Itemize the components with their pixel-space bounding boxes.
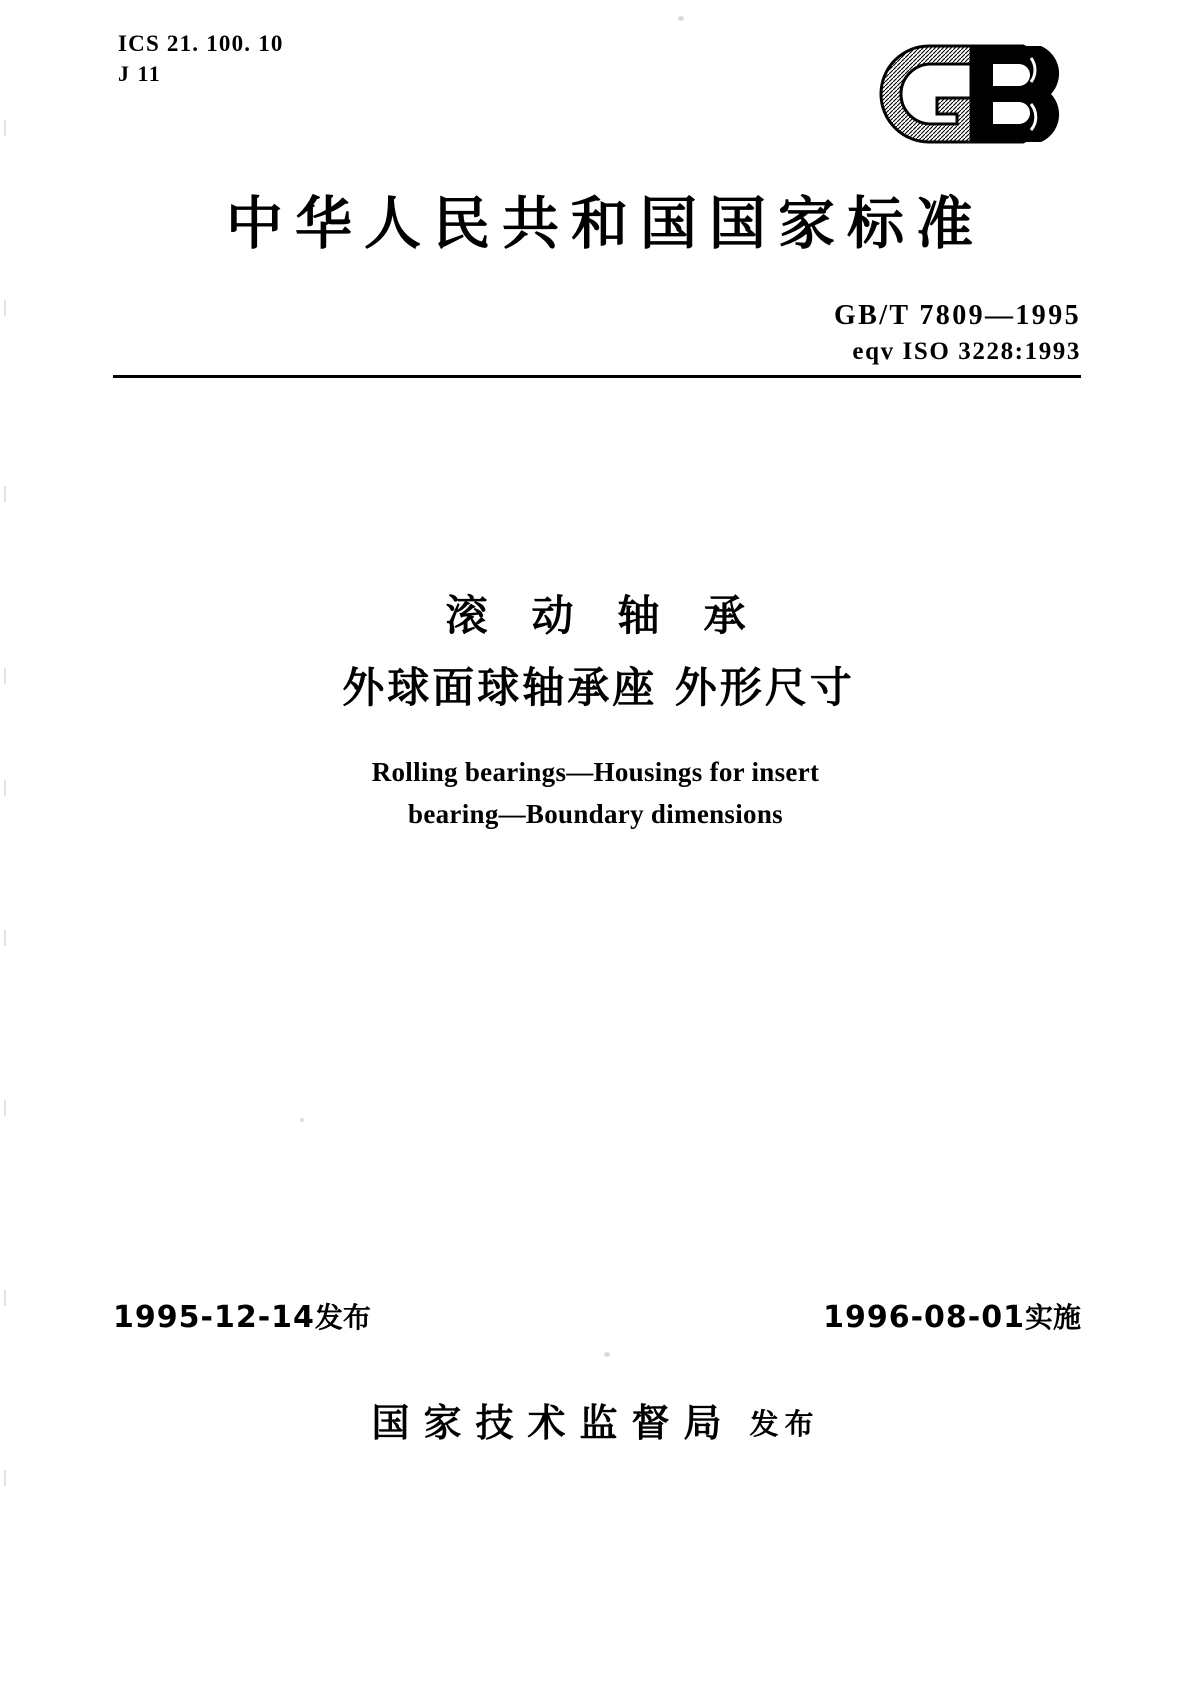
document-title-cn-line2: 外球面球轴承座 外形尺寸 (342, 663, 855, 712)
issue-date-label: 发布 (314, 1301, 371, 1334)
publisher-organization: 国家技术监督局 (371, 1401, 736, 1445)
publisher-verb: 发布 (749, 1407, 820, 1441)
issue-date-block (113, 1296, 371, 1336)
implementation-date-label: 实施 (1024, 1301, 1081, 1334)
ccs-code: J 11 (118, 61, 162, 87)
standard-number: GB/T 7809—1995 (833, 300, 1081, 331)
document-title-en-line1: Rolling bearings—Housings for insert (371, 757, 820, 787)
scan-speck (678, 16, 684, 21)
document-title-en-line2: bearing—Boundary dimensions (408, 798, 783, 829)
equivalent-standard: eqv ISO 3228:1993 (852, 337, 1081, 365)
ics-code: ICS 21. 100. 10 (118, 31, 284, 56)
issue-date: 1995-12-14 (113, 1300, 315, 1335)
header-divider (113, 375, 1081, 378)
document-title-en (0, 752, 1191, 836)
document-title-cn-line1: 滚动轴承 (445, 591, 790, 640)
scan-speck (604, 1352, 610, 1357)
implementation-date-block (823, 1296, 1081, 1336)
scan-speck (300, 1118, 304, 1122)
standard-number-block (834, 298, 1081, 368)
national-standard-heading: 中华人民共和国国家标准 (226, 191, 985, 257)
implementation-date: 1996-08-01 (823, 1300, 1025, 1335)
gb-emblem-icon (873, 38, 1083, 150)
ics-classification-block (118, 28, 284, 89)
publisher-block (0, 1392, 1191, 1447)
